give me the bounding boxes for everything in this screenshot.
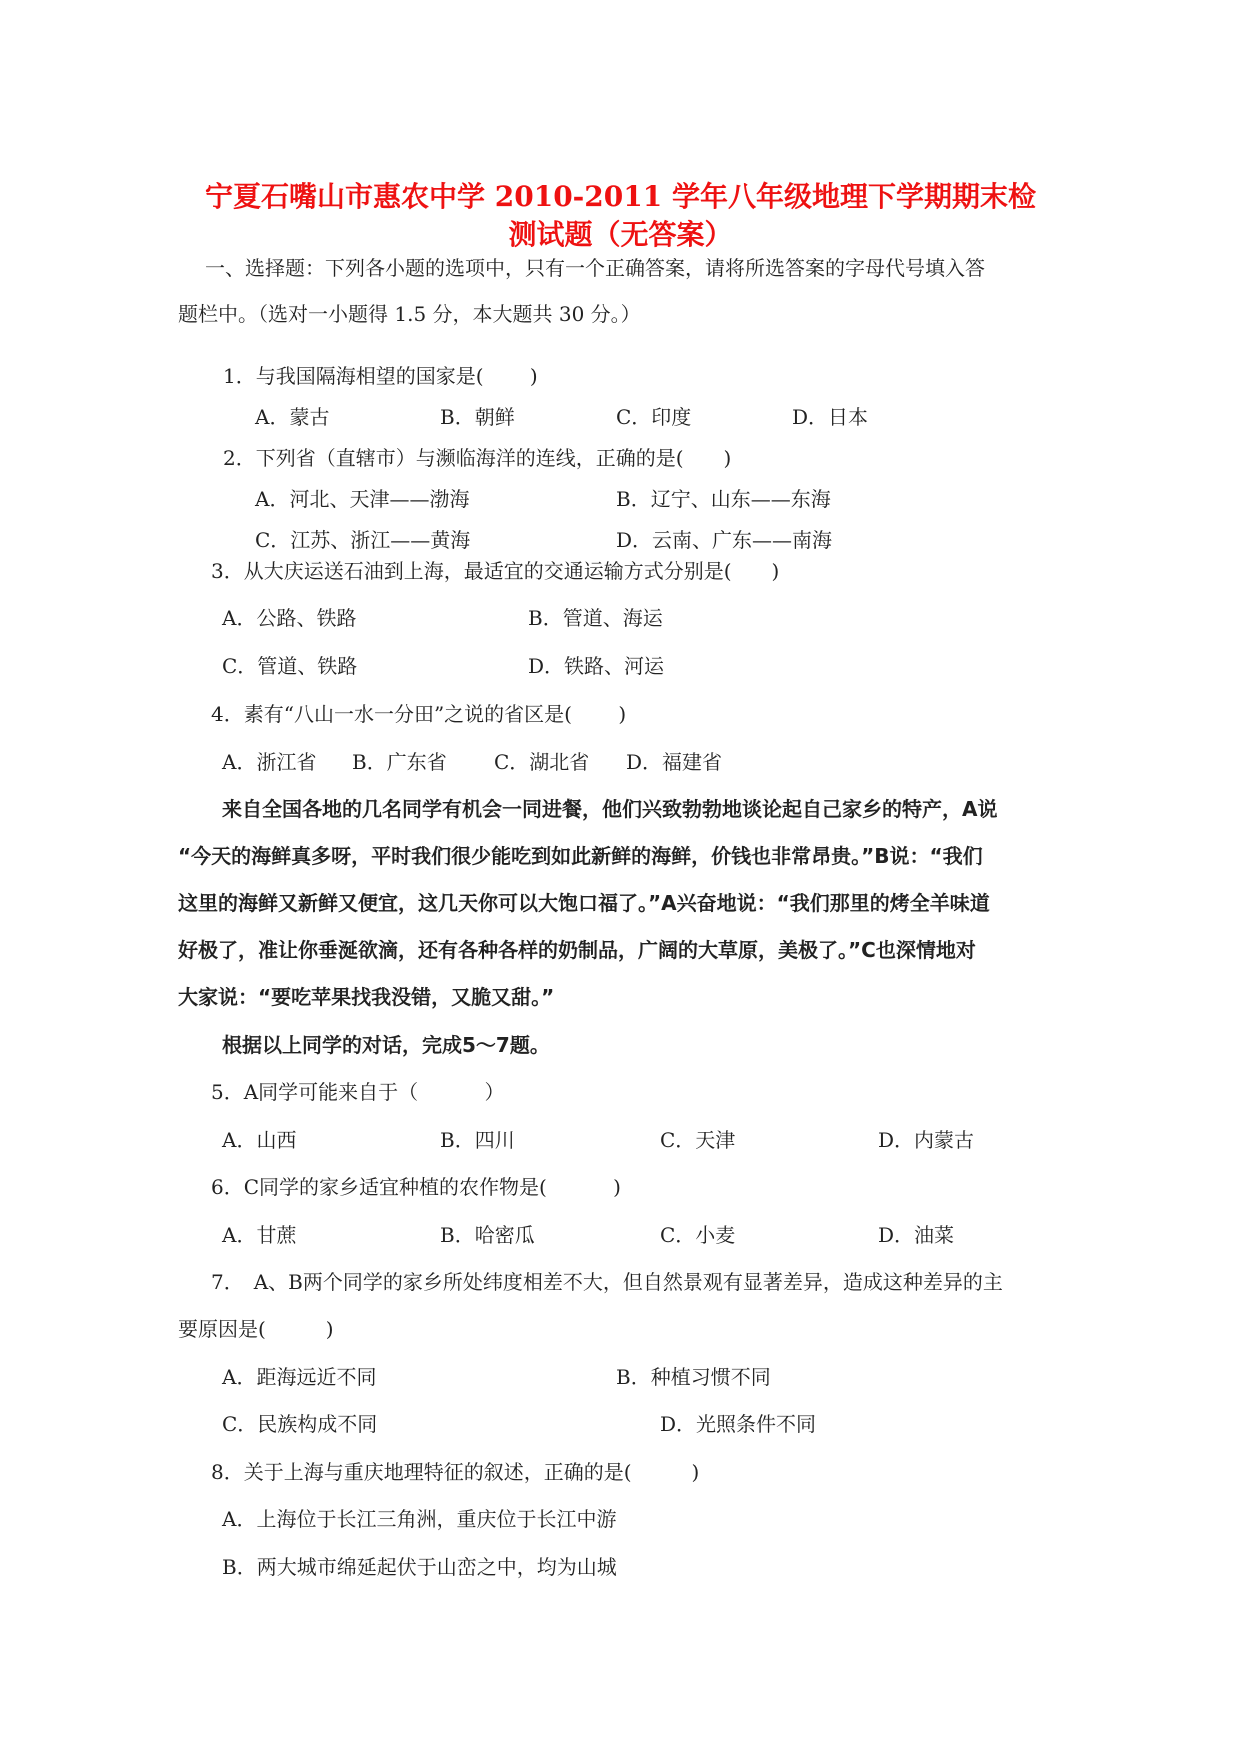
question-4-option-a: A．浙江省 <box>222 750 317 774</box>
passage-line-1: 来自全国各地的几名同学有机会一同进餐，他们兴致勃勃地谈论起自己家乡的特产，A说 <box>222 797 998 821</box>
passage-line-2: “今天的海鲜真多呀，平时我们很少能吃到如此新鲜的海鲜，价钱也非常昂贵。”B说：“我们 <box>178 844 983 868</box>
question-7-option-a: A．距海远近不同 <box>222 1365 377 1389</box>
question-3-option-c: C．管道、铁路 <box>222 654 358 678</box>
question-1-option-d: D．日本 <box>792 405 869 429</box>
title-line-1: 宁夏石嘴山市惠农中学 2010-2011 学年八年级地理下学期期末检 <box>205 180 1036 213</box>
question-2-option-a: A．河北、天津——渤海 <box>255 487 470 511</box>
question-8-stem: 8．关于上海与重庆地理特征的叙述，正确的是( ) <box>211 1460 700 1484</box>
question-3-option-b: B．管道、海运 <box>528 606 663 630</box>
title-line-2: 测试题（无答案） <box>508 218 733 251</box>
question-2-option-d: D．云南、广东——南海 <box>616 528 833 552</box>
question-4-option-b: B．广东省 <box>352 750 447 774</box>
passage-instruction: 根据以上同学的对话，完成5～7题。 <box>222 1033 550 1057</box>
section-intro-line-1: 一、选择题：下列各小题的选项中，只有一个正确答案，请将所选答案的字母代号填入答 <box>205 256 985 280</box>
section-intro-line-2: 题栏中。（选对一小题得 1.5 分，本大题共 30 分。） <box>178 302 641 326</box>
question-2-option-c: C．江苏、浙江——黄海 <box>255 528 471 552</box>
question-7-option-b: B．种植习惯不同 <box>616 1365 771 1389</box>
question-7-option-c: C．民族构成不同 <box>222 1412 378 1436</box>
question-2-stem: 2．下列省（直辖市）与濒临海洋的连线，正确的是( ) <box>223 446 732 470</box>
question-6-option-d: D．油菜 <box>878 1223 955 1247</box>
question-3-stem: 3．从大庆运送石油到上海，最适宜的交通运输方式分别是( ) <box>211 559 780 583</box>
question-3-option-d: D．铁路、河运 <box>528 654 665 678</box>
question-2-option-b: B．辽宁、山东——东海 <box>616 487 831 511</box>
question-1-option-a: A．蒙古 <box>255 405 330 429</box>
question-5-option-c: C．天津 <box>660 1128 736 1152</box>
question-7-option-d: D．光照条件不同 <box>660 1412 817 1436</box>
question-8-option-b: B．两大城市绵延起伏于山峦之中，均为山城 <box>222 1555 617 1579</box>
question-5-option-a: A．山西 <box>222 1128 297 1152</box>
question-6-stem: 6．C同学的家乡适宜种植的农作物是( ) <box>211 1175 621 1199</box>
question-5-option-d: D．内蒙古 <box>878 1128 975 1152</box>
question-4-option-c: C．湖北省 <box>494 750 590 774</box>
question-1-stem: 1．与我国隔海相望的国家是( ) <box>223 364 538 388</box>
question-6-option-c: C．小麦 <box>660 1223 736 1247</box>
question-6-option-b: B．哈密瓜 <box>440 1223 535 1247</box>
passage-line-3: 这里的海鲜又新鲜又便宜，这几天你可以大饱口福了。”A兴奋地说：“我们那里的烤全羊味道 <box>178 891 990 915</box>
question-4-option-d: D．福建省 <box>626 750 723 774</box>
passage-line-4: 好极了，准让你垂涎欲滴，还有各种各样的奶制品，广阔的大草原，美极了。”C也深情地对 <box>178 938 976 962</box>
question-4-stem: 4．素有“八山一水一分田”之说的省区是( ) <box>211 702 627 726</box>
question-1-option-c: C．印度 <box>616 405 692 429</box>
question-1-option-b: B．朝鲜 <box>440 405 515 429</box>
question-6-option-a: A．甘蔗 <box>222 1223 297 1247</box>
question-7-stem-line-1: 7． A、B两个同学的家乡所处纬度相差不大，但自然景观有显著差异，造成这种差异的主 <box>211 1270 1003 1294</box>
question-7-stem-line-2: 要原因是( ) <box>178 1317 334 1341</box>
passage-line-5: 大家说：“要吃苹果找我没错，又脆又甜。” <box>178 985 555 1009</box>
question-8-option-a: A．上海位于长江三角洲，重庆位于长江中游 <box>222 1507 617 1531</box>
question-5-option-b: B．四川 <box>440 1128 515 1152</box>
question-5-stem: 5．A同学可能来自于（ ） <box>211 1080 505 1104</box>
question-3-option-a: A．公路、铁路 <box>222 606 357 630</box>
